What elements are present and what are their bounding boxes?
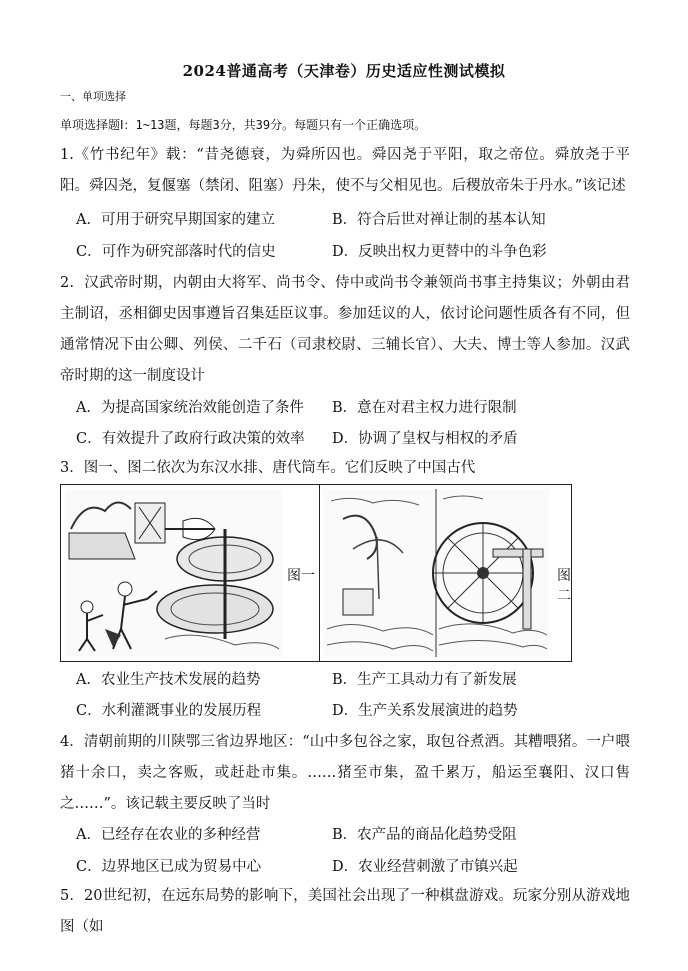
waterwheel-illustration bbox=[323, 489, 549, 657]
q2-option-c: C．有效提升了政府行政决策的效率 bbox=[76, 431, 305, 447]
instruction-text: 单项选择题Ⅰ：1~13题，每题3分，共39分。每题只有一个正确选项。 bbox=[60, 118, 427, 132]
q1-option-b: B．符合后世对禅让制的基本认知 bbox=[332, 212, 546, 228]
q2-option-d: D．协调了皇权与相权的矛盾 bbox=[332, 431, 518, 447]
q4-option-d: D．农业经营刺激了市镇兴起 bbox=[332, 859, 518, 875]
q4-option-a: A．已经存在农业的多种经营 bbox=[76, 827, 261, 843]
figure-1-label: 图一 bbox=[287, 568, 315, 584]
page-title: 2024普通高考（天津卷）历史适应性测试模拟 bbox=[182, 62, 506, 80]
question-3-stem: 3．图一、图二依次为东汉水排、唐代筒车。它们反映了中国古代 bbox=[60, 460, 476, 476]
q1-option-a: A．可用于研究早期国家的建立 bbox=[76, 212, 275, 228]
q3-option-b: B．生产工具动力有了新发展 bbox=[332, 672, 517, 688]
q2-option-a: A．为提高国家统治效能创造了条件 bbox=[76, 400, 304, 416]
question-2-stem: 2．汉武帝时期，内朝由大将军、尚书令、侍中或尚书令兼领尚书事主持集议；外朝由君主制诏，丞相御史因事遵旨召集廷臣议事。参加廷议的人，依讨论问题性质各有不同，但通常情况下由公卿、列侯、二千石（司隶校尉、三辅长官）、大夫、博士等人参加。汉武帝时期的这一制度设计 bbox=[60, 275, 630, 384]
figure-frame bbox=[60, 484, 572, 662]
q1-option-d: D．反映出权力更替中的斗争色彩 bbox=[332, 244, 547, 260]
q3-option-c: C．水利灌溉事业的发展历程 bbox=[76, 703, 262, 719]
q3-option-d: D．生产关系发展演进的趋势 bbox=[332, 703, 518, 719]
figure-divider bbox=[319, 485, 320, 661]
q1-option-c: C．可作为研究部落时代的信史 bbox=[76, 244, 276, 260]
q4-option-b: B．农产品的商品化趋势受阻 bbox=[332, 827, 517, 843]
q3-option-a: A．农业生产技术发展的趋势 bbox=[76, 672, 261, 688]
question-4-stem: 4．清朝前期的川陕鄂三省边界地区：“山中多包谷之家，取包谷煮酒。其糟喂猪。一户喂猪十余口，卖之客贩，或赶赴市集。……猪至市集，盈千累万，船运至襄阳、汉口售之……”。该记载主要反映了当时 bbox=[60, 734, 630, 812]
q4-option-c: C．边界地区已成为贸易中心 bbox=[76, 859, 262, 875]
question-5-stem: 5．20世纪初，在远东局势的影响下，美国社会出现了一种棋盘游戏。玩家分别从游戏地图（如 bbox=[60, 888, 630, 935]
q2-option-b: B．意在对君主权力进行限制 bbox=[332, 400, 517, 416]
question-1-stem: 1.《竹书纪年》载：“昔尧德衰，为舜所囚也。舜囚尧于平阳，取之帝位。舜放尧于平阳。舜囚尧，复偃塞（禁闭、阻塞）丹朱，使不与父相见也。后稷放帝朱于丹水。”该记述 bbox=[60, 147, 630, 194]
figure-2-label: 图二 bbox=[557, 568, 571, 604]
water-bellows-illustration bbox=[65, 489, 283, 657]
section-heading: 一、单项选择 bbox=[60, 90, 126, 103]
